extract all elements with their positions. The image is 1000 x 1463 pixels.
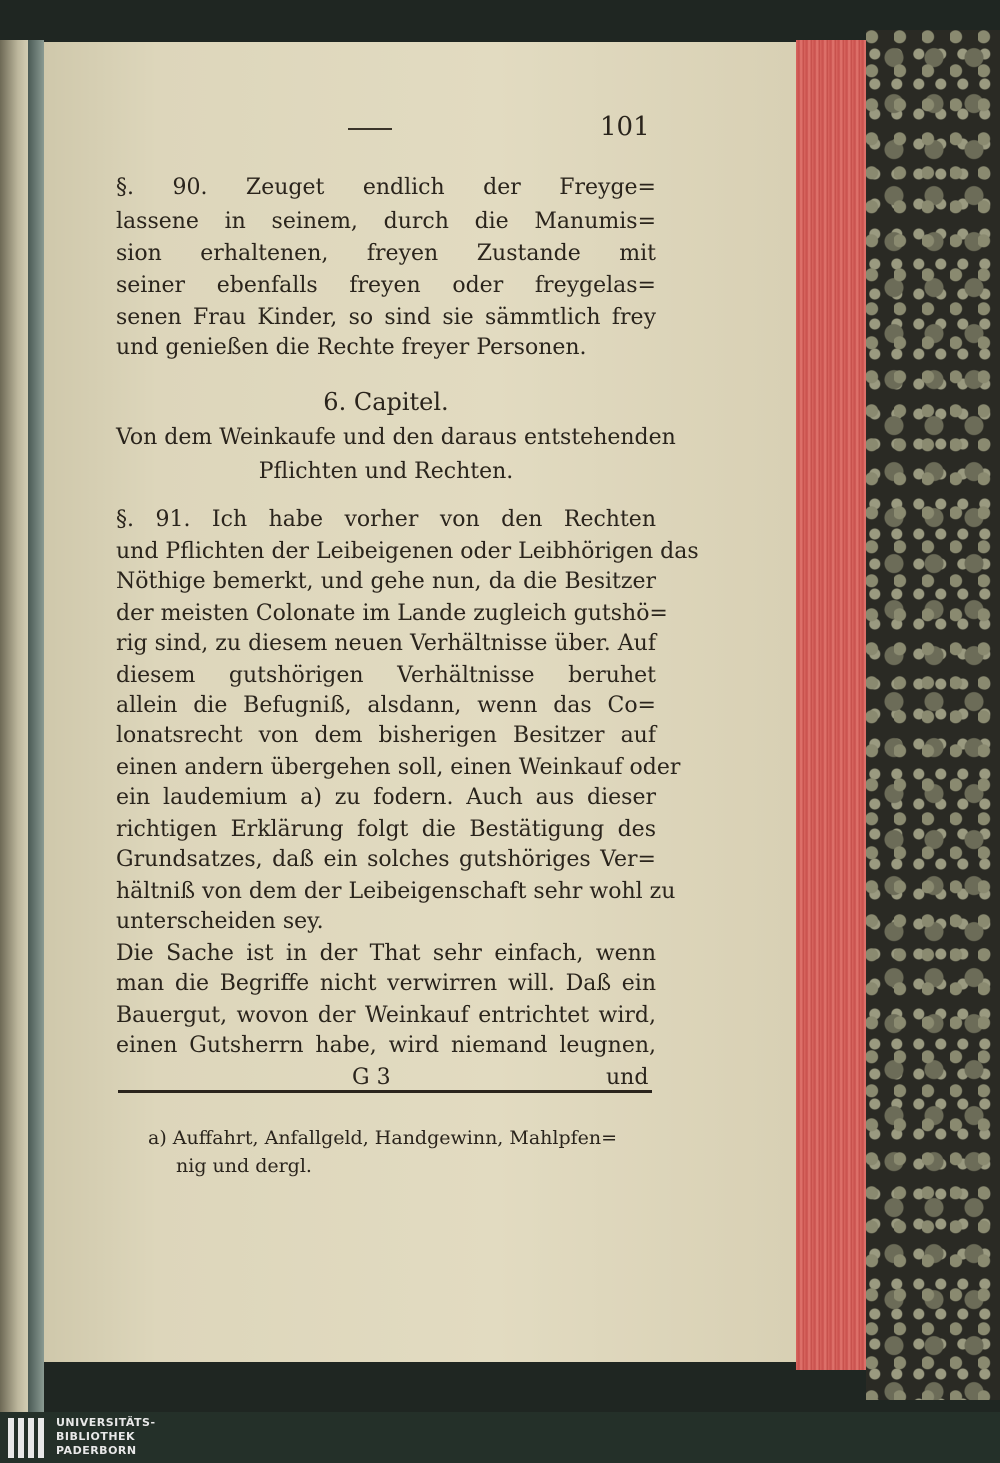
text-line: richtigen Erklärung folgt die Bestätigung des xyxy=(116,817,656,842)
library-logo-icon xyxy=(6,1416,48,1460)
text-line: senen Frau Kinder, so sind sie sämmtlich frey xyxy=(116,305,656,330)
text-line: allein die Befugniß, alsdann, wenn das Co= xyxy=(116,693,656,718)
text-line: §. 91. Ich habe vorher von den Rechten xyxy=(116,507,656,532)
library-name-line: PADERBORN xyxy=(56,1444,137,1457)
chapter-subtitle: Pflichten und Rechten. xyxy=(258,459,514,484)
library-name-line: UNIVERSITÄTS- xyxy=(56,1416,156,1429)
red-page-edges xyxy=(796,40,866,1370)
chapter-subtitle: Von dem Weinkaufe und den daraus entstehenden xyxy=(116,425,676,450)
text-line: ein laudemium a) zu fodern. Auch aus dieser xyxy=(116,785,656,810)
left-page-edge xyxy=(0,40,30,1412)
book-gutter xyxy=(28,40,44,1412)
text-line: einen andern übergehen soll, einen Weinkauf oder xyxy=(116,755,681,780)
footnote-line: a) Auffahrt, Anfallgeld, Handgewinn, Mahlpfen= xyxy=(148,1127,618,1149)
chapter-title: 6. Capitel. xyxy=(323,388,449,416)
text-line: sion erhaltenen, freyen Zustande mit xyxy=(116,241,656,266)
text-line: §. 90. Zeuget endlich der Freyge= xyxy=(116,175,656,200)
text-line: unterscheiden sey. xyxy=(116,909,324,934)
text-line: Grundsatzes, daß ein solches gutshöriges Ver= xyxy=(116,847,656,872)
library-name-line: BIBLIOTHEK xyxy=(56,1430,136,1443)
catchword: und xyxy=(606,1065,649,1090)
text-line: man die Begriffe nicht verwirren will. Daß ein xyxy=(116,971,656,996)
footnote-line: nig und dergl. xyxy=(176,1155,312,1177)
text-line: Bauergut, wovon der Weinkauf entrichtet wird, xyxy=(116,1003,656,1028)
text-line: der meisten Colonate im Lande zugleich gutshö= xyxy=(116,601,668,626)
text-line: lassene in seinem, durch die Manumis= xyxy=(116,209,656,234)
text-line: rig sind, zu diesem neuen Verhältnisse über. Auf xyxy=(116,631,656,656)
text-line: seiner ebenfalls freyen oder freygelas= xyxy=(116,273,656,298)
footnote-rule xyxy=(118,1090,652,1093)
header-rule xyxy=(348,128,392,130)
text-line: hältniß von dem der Leibeigenschaft sehr wohl zu xyxy=(116,879,676,904)
text-line: Die Sache ist in der That sehr einfach, wenn xyxy=(116,941,656,966)
marbled-cover xyxy=(866,30,1000,1400)
text-line: lonatsrecht von dem bisherigen Besitzer auf xyxy=(116,723,656,748)
text-line: und Pflichten der Leibeigenen oder Leibhörigen das xyxy=(116,539,699,564)
text-line: Nöthige bemerkt, und gehe nun, da die Besitzer xyxy=(116,569,656,594)
text-line: und genießen die Rechte freyer Personen. xyxy=(116,335,587,360)
page-number: 101 xyxy=(600,112,650,142)
signature-mark: G 3 xyxy=(352,1065,391,1090)
text-line: diesem gutshörigen Verhältnisse beruhet xyxy=(116,663,656,688)
text-line: einen Gutsherrn habe, wird niemand leugnen, xyxy=(116,1033,656,1058)
